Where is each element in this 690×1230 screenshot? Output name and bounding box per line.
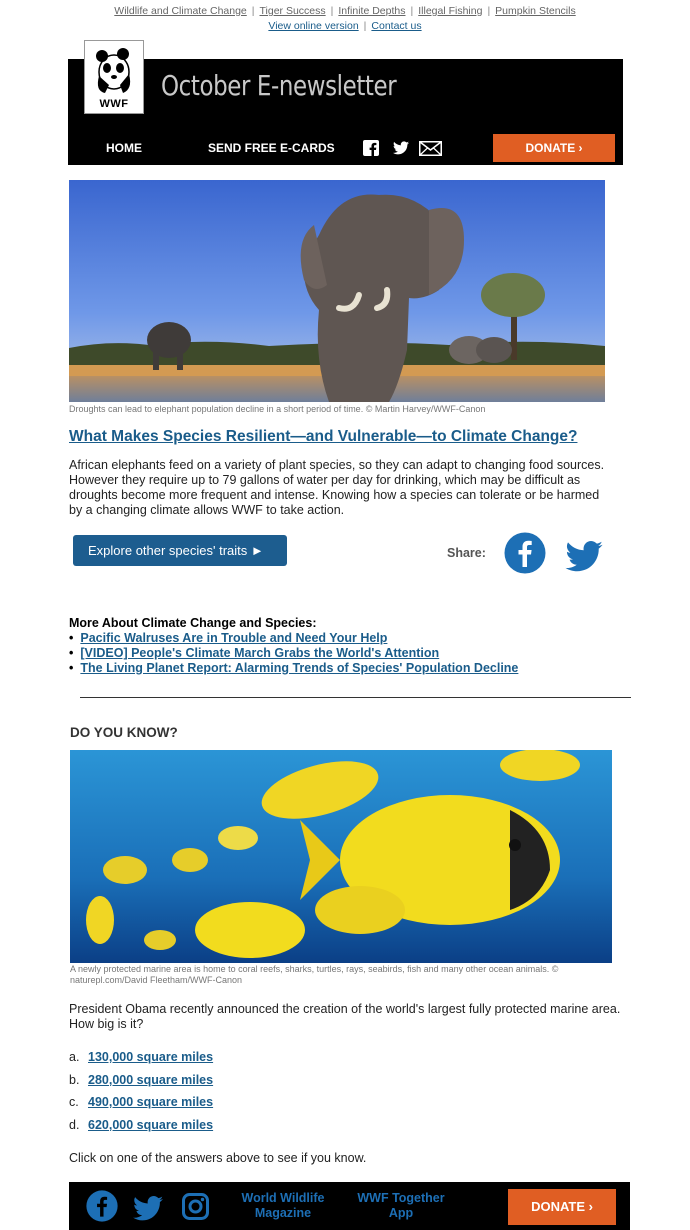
more-heading: More About Climate Change and Species: [69,616,317,630]
facebook-footer-icon[interactable] [86,1190,118,1222]
top-link-tiger[interactable]: Tiger Success [259,5,326,17]
footer-app-link[interactable]: WWF Together App [357,1191,445,1220]
quiz-answers [69,1050,213,1140]
logo-text: WWF [99,98,129,110]
elephant-hero-image[interactable] [69,180,605,402]
answer-link-d[interactable]: 620,000 square miles [88,1117,214,1132]
hero-caption: Droughts can lead to elephant population decline in a short period of time. © Martin Harvey/WWF-Canon [69,404,486,414]
top-link-wildlife[interactable]: Wildlife and Climate Change [114,5,247,17]
list-item [69,631,518,646]
elephant-photo [69,180,605,402]
nav-send-ecards[interactable]: SEND FREE E-CARDS [208,141,335,155]
donate-button-header[interactable]: DONATE › [493,134,615,162]
contact-us-link[interactable]: Contact us [371,20,422,32]
answer-letter: d. [69,1117,80,1132]
wwf-logo[interactable] [84,40,144,114]
top-link-pumpkin[interactable]: Pumpkin Stencils [495,5,576,17]
answer-link-b[interactable]: 280,000 square miles [88,1072,214,1087]
top-link-fishing[interactable]: Illegal Fishing [418,5,483,17]
panda-icon [85,41,143,97]
list-item [69,646,518,661]
answer-link-c[interactable]: 490,000 square miles [88,1095,214,1109]
answer-letter: b. [69,1072,80,1087]
answer-c [69,1095,213,1118]
answer-letter: a. [69,1050,80,1064]
view-online-link[interactable]: View online version [268,20,359,32]
facebook-share-icon[interactable] [504,532,546,574]
twitter-footer-icon[interactable] [133,1196,163,1221]
top-links [0,4,690,34]
twitter-share-icon[interactable] [565,541,603,572]
facebook-icon[interactable] [363,140,379,156]
more-link-living-planet[interactable]: The Living Planet Report: Alarming Trends of Species' Population Decline [80,661,519,675]
answer-a [69,1050,213,1073]
quiz-question: President Obama recently announced the creation of the world's largest fully protected marine area. How big is it? [69,1002,621,1031]
footer-magazine-link[interactable]: World Wildlife Magazine [241,1191,325,1220]
nav-home[interactable]: HOME [106,141,142,155]
more-link-walruses[interactable]: Pacific Walruses Are in Trouble and Need Your Help [80,631,388,645]
donate-button-footer[interactable]: DONATE › [508,1189,616,1225]
share-label: Share: [447,546,486,560]
more-link-climate-march[interactable]: [VIDEO] People's Climate March Grabs the World's Attention [80,646,440,660]
instagram-footer-icon[interactable] [182,1193,209,1220]
top-link-depths[interactable]: Infinite Depths [338,5,406,17]
answer-letter: c. [69,1095,79,1109]
list-item [69,661,518,676]
answer-link-a[interactable]: 130,000 square miles [88,1050,214,1064]
top-links-row1: Wildlife and Climate Change | Tiger Success | Infinite Depths | Illegal Fishing | Pumpkin Stencils [114,5,576,17]
fish-photo [70,750,612,963]
top-links-row2: View online version | Contact us [268,20,422,32]
article-body: African elephants feed on a variety of plant species, so they can adapt to changing food sources. However they require up to 79 gallons of water per day for drinking, which may be difficult as droughts become more frequent and intense. Knowing how a species can tolerate or be harmed by a changing climate allows WWF to take action. [69,458,605,517]
explore-traits-button[interactable]: Explore other species' traits ► [73,535,287,566]
section-divider [80,697,631,698]
quiz-heading: DO YOU KNOW? [70,725,178,740]
more-links-list [69,631,518,676]
quiz-instruction: Click on one of the answers above to see if you know. [69,1151,367,1165]
answer-b [69,1073,213,1096]
newsletter-title: October E-newsletter [161,69,397,102]
fish-image[interactable] [70,750,612,963]
twitter-icon[interactable] [393,141,409,155]
article-headline[interactable]: What Makes Species Resilient—and Vulnerable—to Climate Change? [69,428,578,445]
fish-caption: A newly protected marine area is home to coral reefs, sharks, turtles, rays, seabirds, fish and many other ocean animals. © naturepl.com/David Fleetham/WWF-Canon [70,964,559,985]
email-icon[interactable] [419,141,442,156]
answer-d [69,1118,213,1141]
